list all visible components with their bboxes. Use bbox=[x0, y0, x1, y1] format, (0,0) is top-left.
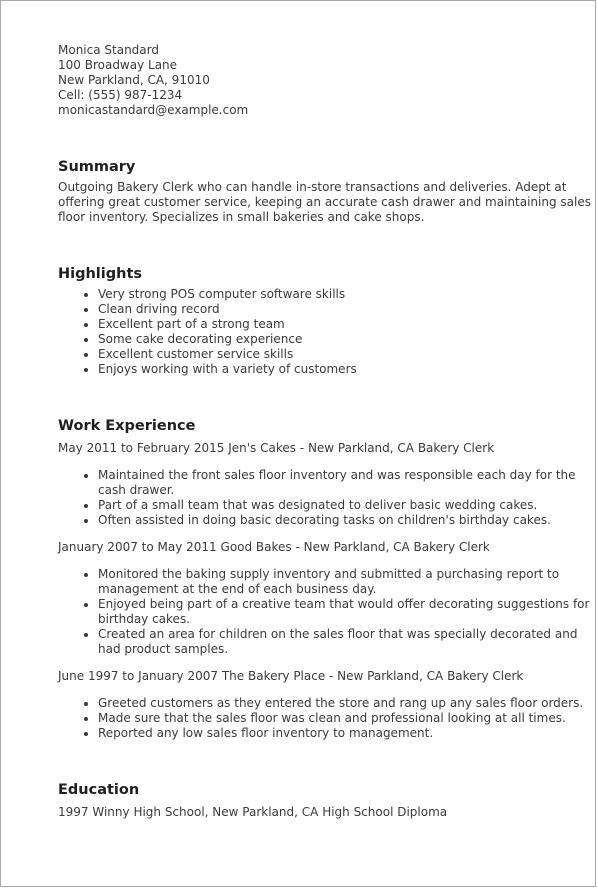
job-bullet: • Part of a small team that was designated to deliver basic wedding cakes. bbox=[98, 498, 592, 513]
highlight-item: • Excellent customer service skills bbox=[98, 347, 592, 362]
contact-block bbox=[58, 43, 592, 118]
education-school: Winny High School, New Parkland, CA bbox=[92, 805, 319, 819]
experience-title: Work Experience bbox=[58, 418, 196, 434]
job-entry bbox=[58, 441, 592, 528]
contact-name: Monica Standard bbox=[58, 43, 159, 57]
education-title: Education bbox=[58, 782, 140, 798]
job-header bbox=[58, 669, 592, 684]
job-bullets bbox=[58, 567, 592, 657]
job-bullet: • Reported any low sales floor inventory to management. bbox=[98, 726, 592, 741]
job-bullet: • Monitored the baking supply inventory and submitted a purchasing report to management at the end of each business day. bbox=[98, 567, 592, 597]
job-bullet: • Made sure that the sales floor was clean and professional looking at all times. bbox=[98, 711, 592, 726]
job-bullet: • Often assisted in doing basic decorating tasks on children's birthday cakes. bbox=[98, 513, 592, 528]
job-entry bbox=[58, 669, 592, 741]
job-entry bbox=[58, 540, 592, 657]
highlight-item: • Enjoys working with a variety of customers bbox=[98, 362, 592, 377]
job-position: Bakery Clerk bbox=[447, 669, 524, 683]
job-bullet: • Maintained the front sales floor inventory and was responsible each day for the cash drawer. bbox=[98, 468, 592, 498]
job-company: Jen's Cakes - New Parkland, CA bbox=[228, 441, 414, 455]
highlights-title: Highlights bbox=[58, 266, 143, 282]
job-bullet: • Created an area for children on the sales floor that was specially decorated and had product samples. bbox=[98, 627, 592, 657]
contact-email: monicastandard@example.com bbox=[58, 103, 249, 117]
job-dates: May 2011 to February 2015 bbox=[58, 441, 225, 455]
education-year: 1997 bbox=[58, 805, 89, 819]
contact-city: New Parkland, CA, 91010 bbox=[58, 73, 210, 87]
highlights-list bbox=[58, 287, 592, 377]
highlight-item: • Some cake decorating experience bbox=[98, 332, 592, 347]
highlight-item: • Clean driving record bbox=[98, 302, 592, 317]
job-dates: June 1997 to January 2007 bbox=[58, 669, 219, 683]
education-section bbox=[58, 781, 592, 820]
highlights-section bbox=[58, 265, 592, 377]
job-header bbox=[58, 441, 592, 456]
highlight-item: • Very strong POS computer software skills bbox=[98, 287, 592, 302]
contact-phone: Cell: (555) 987-1234 bbox=[58, 88, 183, 102]
job-bullet: • Enjoyed being part of a creative team that would offer decorating suggestions for birthday cakes. bbox=[98, 597, 592, 627]
job-dates: January 2007 to May 2011 bbox=[58, 540, 217, 554]
job-bullet: • Greeted customers as they entered the store and rang up any sales floor orders. bbox=[98, 696, 592, 711]
contact-street: 100 Broadway Lane bbox=[58, 58, 178, 72]
job-company: Good Bakes - New Parkland, CA bbox=[220, 540, 410, 554]
summary-text: Outgoing Bakery Clerk who can handle in-store transactions and deliveries. Adept at offering great customer service, keeping an accurate cash drawer and maintaining sales floor inventory. Specializes in small bakeries and cake shops. bbox=[58, 180, 591, 224]
job-position: Bakery Clerk bbox=[413, 540, 490, 554]
summary-section bbox=[58, 158, 592, 225]
experience-section bbox=[58, 417, 592, 741]
job-bullets bbox=[58, 696, 592, 741]
education-entry bbox=[58, 805, 592, 820]
summary-title: Summary bbox=[58, 159, 136, 175]
resume-content bbox=[58, 43, 592, 820]
job-company: The Bakery Place - New Parkland, CA bbox=[221, 669, 444, 683]
education-degree: High School Diploma bbox=[322, 805, 448, 819]
job-bullets bbox=[58, 468, 592, 528]
job-position: Bakery Clerk bbox=[417, 441, 495, 455]
highlight-item: • Excellent part of a strong team bbox=[98, 317, 592, 332]
job-header bbox=[58, 540, 592, 555]
